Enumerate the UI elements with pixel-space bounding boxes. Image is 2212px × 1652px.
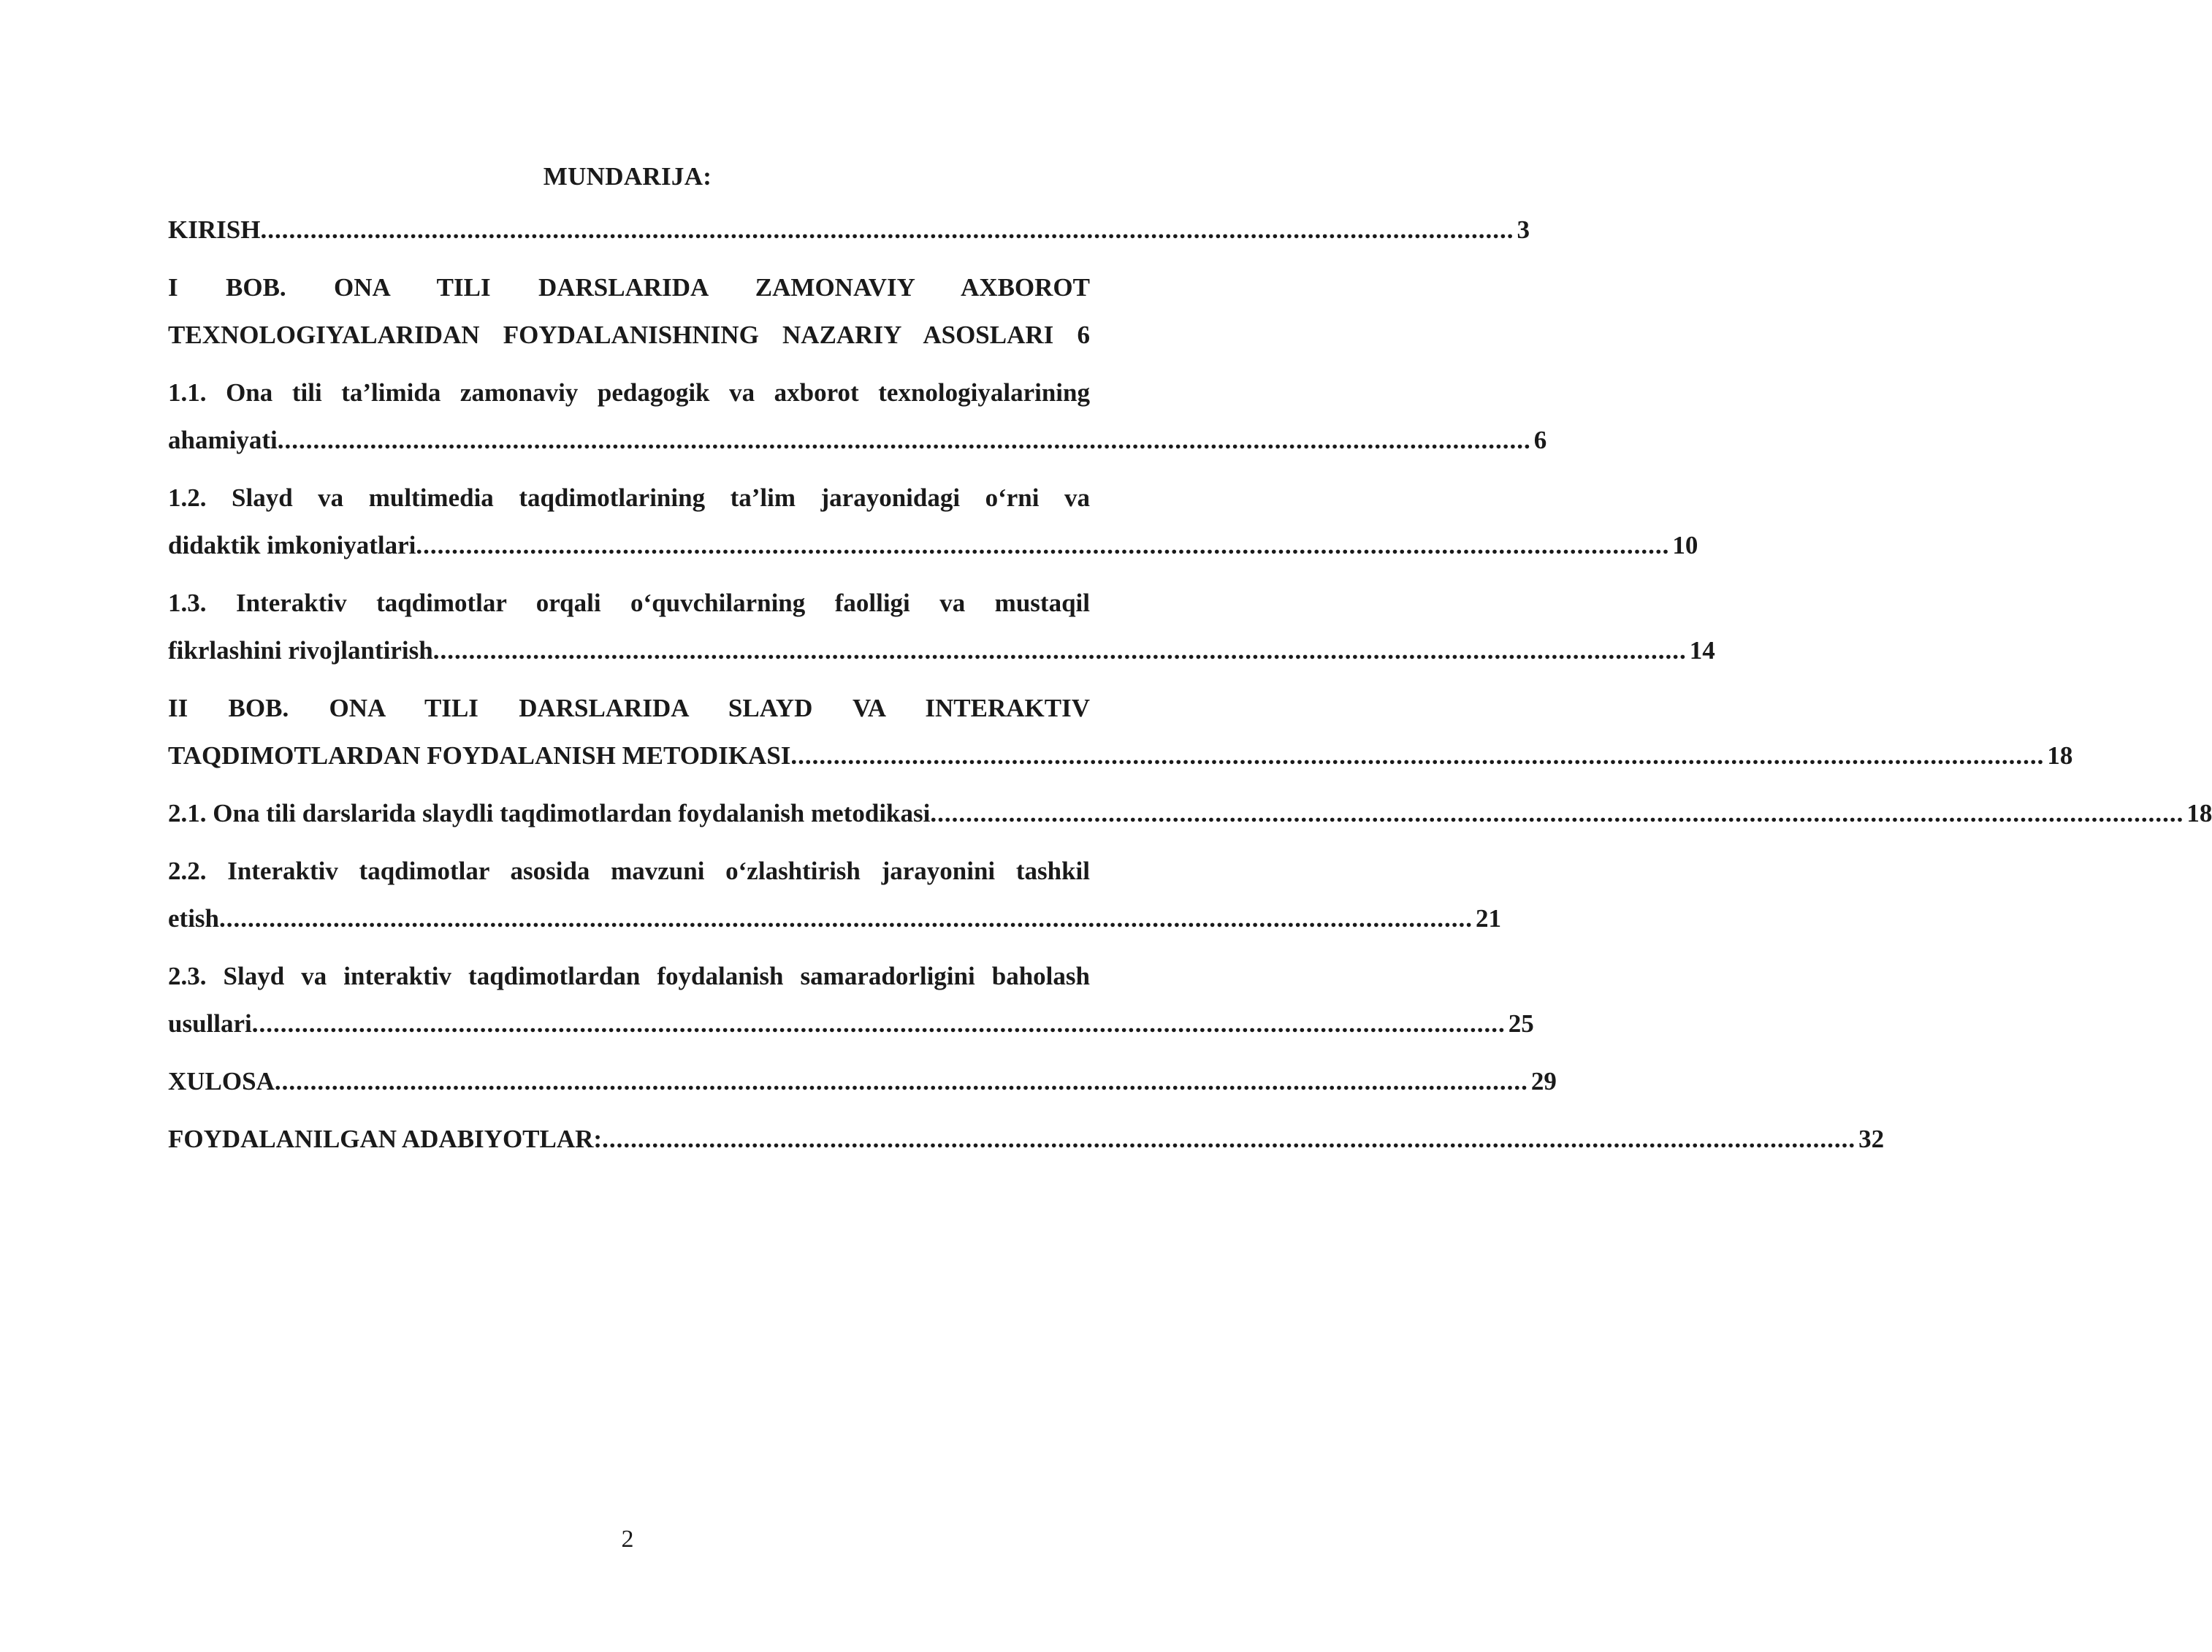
toc-entry-section-1-3[interactable] bbox=[168, 579, 1715, 674]
toc-entry-section-1-1[interactable] bbox=[168, 369, 1547, 464]
toc-entry-section-1-2[interactable] bbox=[168, 474, 1698, 569]
toc-page-number: 32 bbox=[1858, 1125, 1885, 1153]
toc-page-number: 21 bbox=[1476, 904, 1501, 933]
toc-entry-section-2-1[interactable] bbox=[168, 789, 2212, 837]
page-title: MUNDARIJA: bbox=[543, 162, 712, 191]
toc-entry-title: didaktik imkoniyatlari bbox=[168, 531, 416, 559]
toc-leader-dots: ................................................................................................................................................................................ bbox=[277, 426, 1531, 454]
toc-page-number: 18 bbox=[2047, 741, 2073, 770]
toc-entry-title: XULOSA bbox=[168, 1067, 275, 1095]
toc-entry-title: KIRISH bbox=[168, 215, 261, 244]
toc-entry-title-line: I BOB. ONA TILI DARSLARIDA ZAMONAVIY AXBOROT bbox=[168, 273, 1090, 302]
toc-leader-dots: ................................................................................................................................................................................ bbox=[790, 741, 2045, 770]
toc-entry-title-line: II BOB. ONA TILI DARSLARIDA SLAYD VA INTERAKTIV bbox=[168, 694, 1090, 722]
toc-leader-dots: ................................................................................................................................................................................ bbox=[432, 636, 1687, 665]
toc-entry-title: etish bbox=[168, 904, 219, 933]
toc-entry-title-line: 1.3. Interaktiv taqdimotlar orqali o‘quvchilarning faolligi va mustaqil bbox=[168, 589, 1090, 617]
toc-page-number: 25 bbox=[1508, 1009, 1534, 1038]
toc-entry-title-line: 2.3. Slayd va interaktiv taqdimotlardan foydalanish samaradorligini baholash bbox=[168, 962, 1090, 990]
toc-leader-dots: ................................................................................................................................................................................ bbox=[930, 799, 2184, 827]
toc-entry-conclusion[interactable] bbox=[168, 1058, 1557, 1105]
toc-page-number: 18 bbox=[2186, 799, 2212, 827]
toc-entry-title: 2.1. Ona tili darslarida slaydli taqdimotlardan foydalanish metodikasi bbox=[168, 799, 931, 827]
toc-page-number: 14 bbox=[1689, 636, 1715, 665]
toc-entry-title: ahamiyati bbox=[168, 426, 278, 454]
table-of-contents bbox=[168, 206, 2212, 1173]
toc-page-number: 29 bbox=[1530, 1067, 1557, 1095]
toc-leader-dots: ................................................................................................................................................................................ bbox=[416, 531, 1670, 559]
toc-entry-title-line: 1.1. Ona tili ta’limida zamonaviy pedagogik va axborot texnologiyalarining bbox=[168, 378, 1090, 407]
toc-entry-chapter-2[interactable] bbox=[168, 684, 2073, 779]
toc-entry-title-line: 2.2. Interaktiv taqdimotlar asosida mavzuni o‘zlashtirish jarayonini tashkil bbox=[168, 857, 1090, 885]
toc-leader-dots: ................................................................................................................................................................................ bbox=[251, 1009, 1506, 1038]
toc-entry-introduction[interactable] bbox=[168, 206, 1530, 253]
toc-entry-title: fikrlashini rivojlantirish bbox=[168, 636, 433, 665]
toc-leader-dots: ................................................................................................................................................................................ bbox=[219, 904, 1473, 933]
toc-entry-section-2-2[interactable] bbox=[168, 847, 1501, 942]
toc-entry-section-2-3[interactable] bbox=[168, 952, 1534, 1047]
toc-entry-title-line: 1.2. Slayd va multimedia taqdimotlarining ta’lim jarayonidagi o‘rni va bbox=[168, 483, 1090, 512]
toc-entry-title: usullari bbox=[168, 1009, 252, 1038]
toc-leader-dots: ................................................................................................................................................................................ bbox=[274, 1067, 1528, 1095]
toc-leader-dots: ................................................................................................................................................................................ bbox=[260, 215, 1514, 244]
toc-entry-references[interactable] bbox=[168, 1115, 1885, 1163]
toc-page-number: 3 bbox=[1517, 215, 1530, 244]
toc-entry-title: FOYDALANILGAN ADABIYOTLAR: bbox=[168, 1125, 603, 1153]
toc-entry-chapter-1[interactable] bbox=[168, 264, 1090, 359]
toc-page-number: 6 bbox=[1077, 321, 1090, 349]
toc-page-number: 10 bbox=[1672, 531, 1698, 559]
page-number: 2 bbox=[621, 1526, 634, 1553]
toc-entry-title: TEXNOLOGIYALARIDAN FOYDALANISHNING NAZARIY ASOSLARI bbox=[168, 321, 1054, 349]
toc-page-number: 6 bbox=[1533, 426, 1547, 454]
toc-entry-title: TAQDIMOTLARDAN FOYDALANISH METODIKASI bbox=[168, 741, 791, 770]
toc-leader-dots: ................................................................................................................................................................................ bbox=[602, 1125, 1856, 1153]
